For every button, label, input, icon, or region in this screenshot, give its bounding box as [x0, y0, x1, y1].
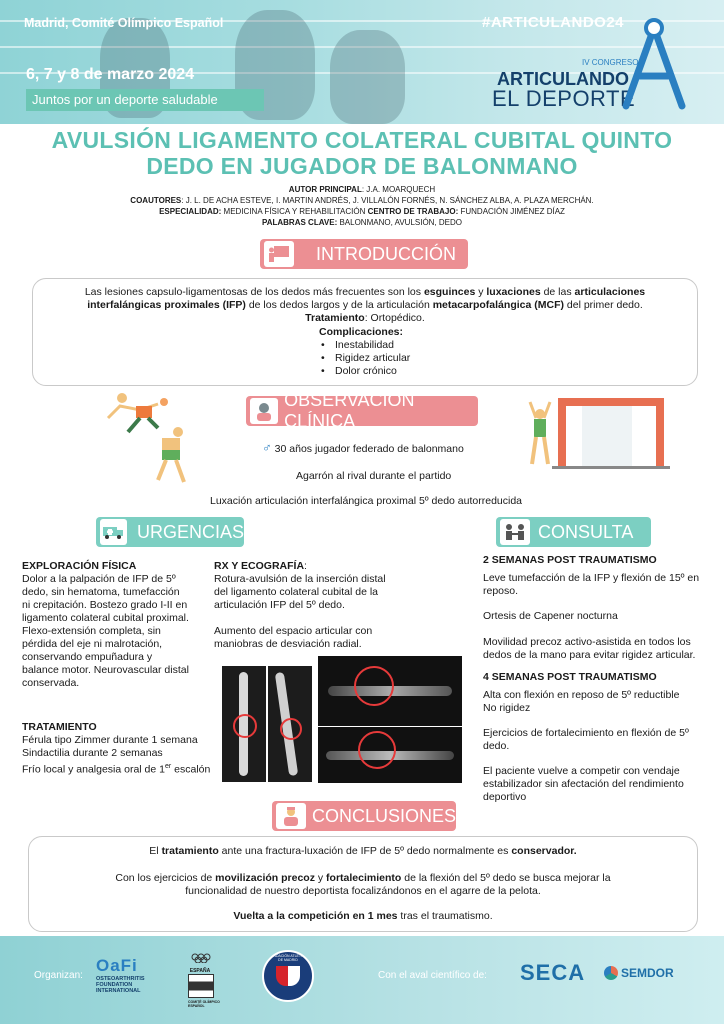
organizan-label: Organizan:	[34, 970, 83, 981]
ultrasound-image-1	[318, 656, 462, 726]
conclusiones-box	[28, 836, 698, 932]
conclusion-text: tras el traumatismo.	[397, 910, 493, 922]
intro-heading-label: INTRODUCCIÓN	[316, 243, 456, 264]
meta-coauthors-label: COAUTORES	[130, 196, 182, 205]
list-item: • Rigidez articular	[321, 352, 410, 365]
conclusiones-heading	[272, 801, 456, 831]
oafi-sub1: OSTEOARTHRITIS	[96, 976, 145, 982]
consulta-s2-p3: El paciente vuelve a competir con vendaje estabilizador sin afectación del rendimiento deportivo	[483, 765, 684, 803]
urgencias-heading-label: URGENCIAS	[136, 521, 244, 542]
rx-title-colon: :	[304, 560, 307, 572]
ambulance-icon	[100, 519, 127, 545]
consulta-s1-title: 2 SEMANAS POST TRAUMATISMO	[483, 554, 657, 566]
conclusion-text: de la flexión del 5º dedo se busca mejorar la funcionalidad de nuestro deportista focalizándonos en el agarre de la pelota.	[185, 872, 611, 897]
meta-workplace-label: CENTRO DE TRABAJO:	[367, 207, 459, 216]
seca-logo: SECA	[520, 960, 586, 985]
ultrasound-image-2	[318, 727, 462, 783]
meta-author-value: : J.A. MOARQUECH	[361, 185, 436, 194]
rx-title-text: RX Y ECOGRAFÍA	[214, 560, 305, 572]
exploracion-title: EXPLORACIÓN FÍSICA	[22, 560, 137, 572]
observation-heading	[246, 390, 478, 431]
oafi-sub3: INTERNATIONAL	[96, 988, 141, 994]
exploracion-text: Dolor a la palpación de IFP de 5º dedo, sin hematoma, tumefacción ni crepitación. Bostezo grado I-II en ligamento colateral cubital proximal. Flexo-extensión completa, sin pérdida del eje ni malrotación, conservando empuñadura y balance motor. Neurovascular distal conservada.	[22, 573, 189, 689]
fundacion-atletico-logo	[262, 950, 314, 1002]
intro-box	[32, 278, 698, 386]
semdor-icon	[604, 966, 618, 980]
poster-title-line1: AVULSIÓN LIGAMENTO COLATERAL CUBITAL QUINTO	[51, 127, 673, 153]
tratamiento-line3-text: Frío local y analgesia oral de 1	[22, 763, 165, 776]
presentation-icon	[264, 241, 294, 267]
observation-heading-label: OBSERVACIÓN CLÍNICA	[284, 390, 415, 431]
consulta-s2-p1a: Alta con flexión en reposo de 5º reductible	[483, 689, 680, 701]
meta-keywords	[0, 218, 724, 227]
meta-coauthors	[0, 196, 724, 205]
conclusion-bold: movilización precoz	[215, 872, 315, 884]
atletico-shield-icon	[276, 966, 300, 986]
conclusion-bold: Vuelta a la competición en 1 mes	[233, 910, 398, 922]
tratamiento-line3	[22, 760, 210, 777]
articulando-a-logo	[618, 16, 690, 110]
xray-image-ap	[222, 666, 266, 782]
header-slogan: Juntos por un deporte saludable	[32, 92, 218, 107]
consulta-heading	[496, 517, 651, 547]
meta-workplace-value: FUNDACIÓN JIMÉNEZ DÍAZ	[458, 207, 565, 216]
conclusiones-heading-label: CONCLUSIONES	[311, 805, 456, 826]
header-hashtag: #ARTICULANDO24	[482, 14, 625, 31]
meta-specialty	[0, 207, 724, 216]
handball-players-illustration	[100, 388, 200, 488]
tratamiento-title: TRATAMIENTO	[22, 721, 97, 733]
rx-title	[214, 560, 307, 573]
conclusion-bold: tratamiento	[161, 845, 219, 857]
xray-image-lateral	[268, 666, 312, 782]
treatment-label: Tratamiento	[305, 312, 365, 324]
conclusion-text: y	[314, 872, 327, 884]
oafi-logo	[96, 956, 156, 994]
intro-bold: esguinces	[423, 286, 476, 298]
meta-author	[0, 185, 724, 194]
red-circle-marker	[233, 714, 257, 738]
list-item: • Dolor crónico	[321, 365, 410, 378]
tratamiento-line3-end: escalón	[171, 763, 211, 776]
red-circle-marker	[358, 731, 396, 769]
consulta-s1-p2: Ortesis de Capener nocturna	[483, 610, 618, 622]
conclusion-text: Con los ejercicios de	[115, 872, 216, 884]
conclusion-line2	[29, 858, 697, 898]
consulta-s2-p1b: No rigidez	[483, 702, 531, 714]
observation-line3: Luxación articulación interfalángica proximal 5º dedo autorreducida	[210, 495, 523, 507]
treatment-value: : Ortopédico.	[364, 312, 425, 324]
meta-keywords-value: BALONMANO, AVULSIÓN, DEDO	[337, 218, 463, 227]
goal-keeper-illustration	[522, 394, 672, 474]
doctor-icon	[276, 803, 306, 829]
header-location: Madrid, Comité Olímpico Español	[24, 16, 224, 30]
intro-bold: metacarpofalángica (MCF)	[432, 299, 564, 311]
intro-heading	[260, 239, 468, 269]
oafi-sub2: FOUNDATION	[96, 982, 133, 988]
semdor-logo	[604, 966, 674, 980]
runner-silhouette	[330, 30, 405, 124]
consulta-s2-title: 4 SEMANAS POST TRAUMATISMO	[483, 671, 657, 683]
intro-text: de las	[540, 286, 575, 298]
congress-title-2: EL DEPORTE	[492, 86, 636, 111]
conclusion-bold: fortalecimiento	[326, 872, 402, 884]
male-icon: ♂	[262, 440, 272, 455]
tratamiento-line1: Férula tipo Zimmer durante 1 semana	[22, 734, 198, 746]
fundacion-text: FUNDACIÓN ATLÉTICO DE MADRID	[268, 954, 308, 962]
congress-edition: IV CONGRESO	[582, 58, 639, 67]
meta-keywords-label: PALABRAS CLAVE:	[261, 218, 338, 227]
coe-logo	[188, 950, 222, 1006]
conclusion-text: ante una fractura-luxación de IFP de 5º dedo normalmente es	[218, 845, 512, 857]
intro-paragraph	[33, 279, 697, 312]
meta-specialty-label: ESPECIALIDAD:	[159, 207, 222, 216]
observation-line1	[262, 441, 464, 456]
tratamiento-line2: Sindactilia durante 2 semanas	[22, 747, 163, 759]
observation-line2: Agarrón al rival durante el partido	[296, 470, 452, 482]
intro-bold: luxaciones	[486, 286, 541, 298]
consulta-s1-p1: Leve tumefacción de la IFP y flexión de 15º en reposo.	[483, 572, 700, 597]
intro-treatment	[33, 312, 697, 325]
intro-text: del primer dedo.	[563, 299, 643, 311]
olympic-rings-icon	[188, 953, 222, 963]
red-circle-marker	[280, 718, 302, 740]
congress-title-1: ARTICULANDO	[497, 69, 629, 89]
header-dates: 6, 7 y 8 de marzo 2024	[26, 66, 195, 83]
semdor-logo-text: SEMDOR	[621, 966, 674, 980]
coe-flag-icon	[188, 974, 214, 998]
meta-coauthors-value: : J. L. DE ACHA ESTEVE, I. MARTIN ANDRÉS, J. VILLALÓN FORNÉS, N. SÁNCHEZ ALBA, A. PLAZA MERCHÁN.	[181, 196, 594, 205]
complications-list	[321, 339, 410, 378]
red-circle-marker	[354, 666, 394, 706]
meta-author-label: AUTOR PRINCIPAL	[288, 185, 362, 194]
intro-text: y	[475, 286, 487, 298]
coe-top-text: ESPAÑA	[189, 968, 211, 974]
observation-age: 30 años jugador federado de balonmano	[274, 443, 464, 455]
intro-text: de los dedos largos y de la articulación	[245, 299, 433, 311]
conclusion-line3	[29, 898, 697, 923]
doctor-icon	[250, 398, 278, 424]
consultation-icon	[500, 519, 530, 545]
intro-bold: articulaciones interfalángicas proximales (IFP)	[87, 286, 646, 311]
urgencias-heading	[96, 517, 244, 547]
consulta-s1-p3: Movilidad precoz activo-asistida en todos los dedos de la mano para evitar rigidez articular.	[483, 636, 696, 661]
oafi-logo-name: OaFi	[96, 956, 138, 975]
aval-label: Con el aval científico de:	[378, 970, 487, 981]
consulta-heading-label: CONSULTA	[538, 521, 634, 542]
list-item: • Inestabilidad	[321, 339, 410, 352]
conclusion-line1	[29, 837, 697, 858]
coe-bottom-text: COMITÉ OLÍMPICO ESPAÑOL	[188, 1000, 220, 1008]
complications-label: Complicaciones:	[319, 326, 404, 338]
rx-text1: Rotura-avulsión de la inserción distal del ligamento colateral cubital de la articulación IFP del 5º dedo.	[214, 573, 386, 611]
poster-title-line2: DEDO EN JUGADOR DE BALONMANO	[146, 153, 578, 179]
consulta-s2-p2: Ejercicios de fortalecimiento en flexión de 5º dedo.	[483, 727, 689, 752]
rx-text2: Aumento del espacio articular con maniobras de desviación radial.	[214, 625, 373, 650]
conclusion-text: El	[149, 845, 162, 857]
complications-block	[319, 326, 410, 378]
meta-specialty-value: MEDICINA FÍSICA Y REHABILITACIÓN	[221, 207, 368, 216]
tratamiento-line3-sup: er	[165, 763, 172, 770]
intro-text: Las lesiones capsulo-ligamentosas de los dedos más frecuentes son los	[84, 286, 424, 298]
conclusion-bold: conservador.	[511, 845, 577, 857]
